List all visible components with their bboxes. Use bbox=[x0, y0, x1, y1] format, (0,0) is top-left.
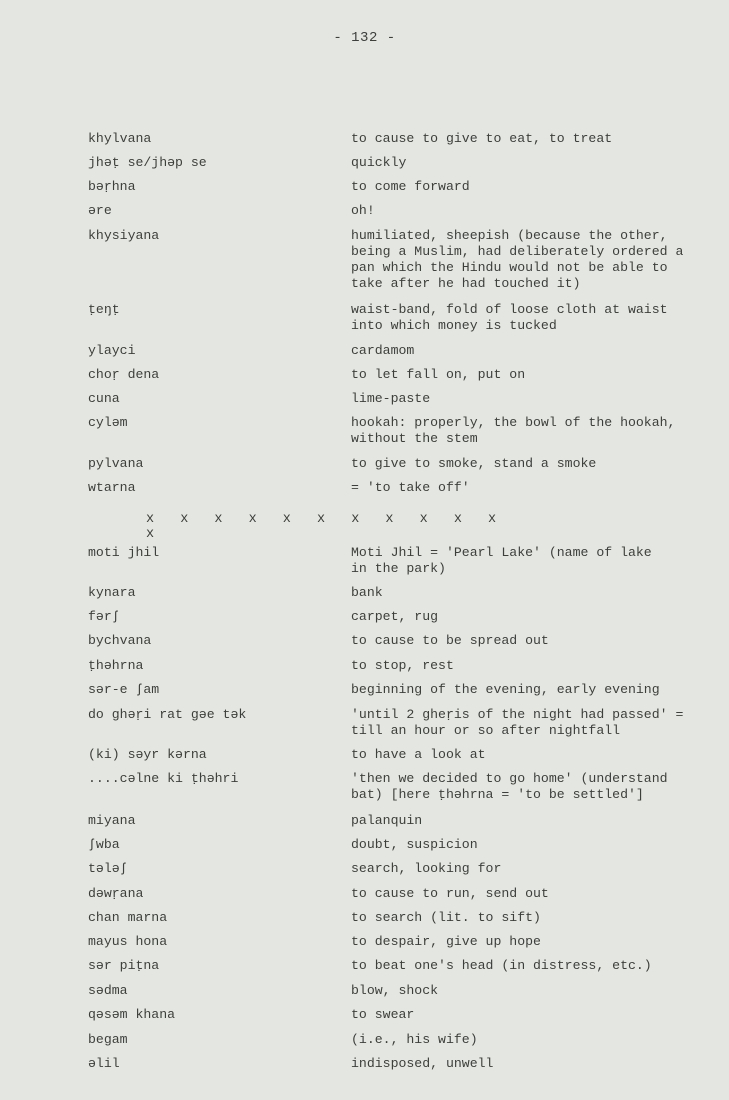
gloss: to come forward bbox=[351, 179, 470, 194]
gloss: to search (lit. to sift) bbox=[351, 910, 541, 925]
gloss: to let fall on, put on bbox=[351, 367, 526, 382]
term: pylvana bbox=[88, 456, 144, 471]
gloss: Moti Jhil = 'Pearl Lake' (name of lake in the park) bbox=[351, 545, 652, 576]
term: əre bbox=[88, 203, 112, 218]
term: khylvana bbox=[88, 131, 152, 146]
gloss: to beat one's head (in distress, etc.) bbox=[351, 958, 652, 973]
term: fərʃ bbox=[88, 609, 120, 624]
term: qəsəm khana bbox=[88, 1007, 176, 1022]
term: kynara bbox=[88, 585, 136, 600]
term: begam bbox=[88, 1032, 128, 1047]
term: jhəṭ se/jhəp se bbox=[88, 155, 207, 170]
term: moti jhil bbox=[88, 545, 160, 560]
gloss: to give to smoke, stand a smoke bbox=[351, 456, 597, 471]
term: sər piṭna bbox=[88, 958, 160, 973]
gloss: to cause to run, send out bbox=[351, 886, 549, 901]
gloss: indisposed, unwell bbox=[351, 1056, 494, 1071]
term: ṭhəhrna bbox=[88, 658, 144, 673]
gloss: doubt, suspicion bbox=[351, 837, 478, 852]
term: əlil bbox=[88, 1056, 120, 1071]
gloss: beginning of the evening, early evening bbox=[351, 682, 660, 697]
gloss: humiliated, sheepish (because the other, being a Muslim, had deliberately ordered a pan which the Hindu would not be able to take after he had touched it) bbox=[351, 228, 684, 291]
gloss: 'until 2 gheṛis of the night had passed' = till an hour or so after nightfall bbox=[351, 707, 684, 738]
term: sər-e ʃam bbox=[88, 682, 160, 697]
term: cyləm bbox=[88, 415, 128, 430]
term: cuna bbox=[88, 391, 120, 406]
term: ....cəlne ki ṭhəhri bbox=[88, 771, 239, 786]
gloss: to swear bbox=[351, 1007, 415, 1022]
gloss: oh! bbox=[351, 203, 375, 218]
term: chan marna bbox=[88, 910, 168, 925]
term: do ghəṛi rat gəe tək bbox=[88, 707, 247, 722]
gloss: waist-band, fold of loose cloth at waist into which money is tucked bbox=[351, 302, 668, 333]
term: choṛ dena bbox=[88, 367, 160, 382]
term: tələʃ bbox=[88, 861, 128, 876]
gloss: to cause to give to eat, to treat bbox=[351, 131, 613, 146]
term: bəṛhna bbox=[88, 179, 136, 194]
term: miyana bbox=[88, 813, 136, 828]
gloss: 'then we decided to go home' (understand bat) [here ṭhəhrna = 'to be settled'] bbox=[351, 771, 668, 802]
term: ʃwba bbox=[88, 837, 120, 852]
gloss: cardamom bbox=[351, 343, 415, 358]
section-divider: x x x x x x x x x x x x bbox=[146, 512, 498, 542]
gloss: to have a look at bbox=[351, 747, 486, 762]
gloss: blow, shock bbox=[351, 983, 439, 998]
gloss: to stop, rest bbox=[351, 658, 454, 673]
term: mayus hona bbox=[88, 934, 168, 949]
gloss: search, looking for bbox=[351, 861, 502, 876]
term: dəwṛana bbox=[88, 886, 144, 901]
page-number: - 132 - bbox=[333, 30, 396, 46]
term: ṭeŋṭ bbox=[88, 302, 120, 317]
gloss: = 'to take off' bbox=[351, 480, 470, 495]
gloss: lime-paste bbox=[351, 391, 431, 406]
gloss: palanquin bbox=[351, 813, 423, 828]
gloss: quickly bbox=[351, 155, 407, 170]
gloss: (i.e., his wife) bbox=[351, 1032, 478, 1047]
gloss: to cause to be spread out bbox=[351, 633, 549, 648]
term: bychvana bbox=[88, 633, 152, 648]
term: ylayci bbox=[88, 343, 136, 358]
term: (ki) səyr kərna bbox=[88, 747, 207, 762]
gloss: hookah: properly, the bowl of the hookah, without the stem bbox=[351, 415, 676, 446]
gloss: carpet, rug bbox=[351, 609, 439, 624]
term: khysiyana bbox=[88, 228, 160, 243]
gloss: to despair, give up hope bbox=[351, 934, 541, 949]
gloss: bank bbox=[351, 585, 383, 600]
term: sədma bbox=[88, 983, 128, 998]
term: wtarna bbox=[88, 480, 136, 495]
